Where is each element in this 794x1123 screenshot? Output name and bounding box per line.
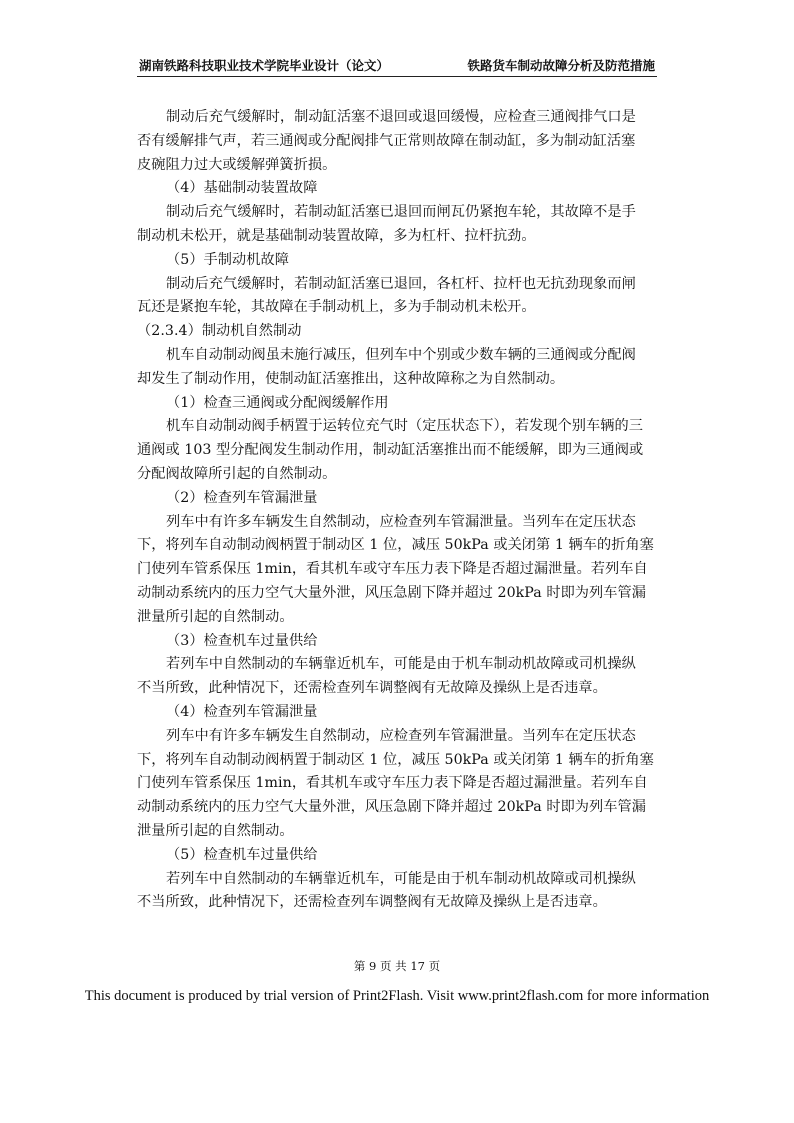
- paragraph-line: 皮碗阻力过大或缓解弹簧折损。: [137, 156, 337, 173]
- paragraph-line: 否有缓解排气声，若三通阀或分配阀排气正常则故障在制动缸，多为制动缸活塞: [137, 132, 636, 149]
- subsection-heading: （1）检查三通阀或分配阀缓解作用: [166, 394, 389, 411]
- paragraph-line: 制动后充气缓解时，若制动缸活塞已退回，各杠杆、拉杆也无抗劲现象而闸: [166, 275, 636, 292]
- trial-watermark-notice: This document is produced by trial version of Print2Flash. Visit www.print2flash.com for more information: [84, 988, 710, 1004]
- page-header: [137, 56, 657, 77]
- subsection-heading: （5）检查机车过量供给: [166, 846, 318, 863]
- paragraph-line: 通阀或 103 型分配阀发生制动作用，制动缸活塞推出而不能缓解，即为三通阀或: [137, 442, 644, 459]
- subsection-heading: （5）手制动机故障: [166, 251, 289, 268]
- body-text: [137, 106, 658, 915]
- paragraph-line: 不当所致，此种情况下，还需检查列车调整阀有无故障及操纵上是否违章。: [137, 680, 607, 697]
- paragraph-line: 制动机未松开，就是基础制动装置故障，多为杠杆、拉杆抗劲。: [137, 227, 536, 244]
- paragraph-line: 机车自动制动阀虽未施行减压，但列车中个别或少数车辆的三通阀或分配阀: [166, 346, 636, 363]
- paragraph-line: 下，将列车自动制动阀柄置于制动区 1 位，减压 50kPa 或关闭第 1 辆车的折角塞: [137, 751, 654, 768]
- paragraph-line: 门使列车管系保压 1min，看其机车或守车压力表下降是否超过漏泄量。若列车自: [137, 775, 648, 792]
- paragraph-line: 动制动系统内的压力空气大量外泄，风压急剧下降并超过 20kPa 时即为列车管漏: [137, 799, 646, 816]
- paragraph-line: 不当所致，此种情况下，还需检查列车调整阀有无故障及操纵上是否违章。: [137, 894, 607, 911]
- page-number: 第 9 页 共 17 页: [353, 959, 441, 973]
- subsection-heading: （2）检查列车管漏泄量: [166, 489, 318, 506]
- paragraph-line: 动制动系统内的压力空气大量外泄，风压急剧下降并超过 20kPa 时即为列车管漏: [137, 584, 646, 601]
- paragraph-line: 泄量所引起的自然制动。: [137, 822, 294, 839]
- paragraph-line: 却发生了制动作用，使制动缸活塞推出，这种故障称之为自然制动。: [137, 370, 565, 387]
- paragraph-line: 制动后充气缓解时，若制动缸活塞已退回而闸瓦仍紧抱车轮，其故障不是手: [166, 204, 636, 221]
- section-heading: （2.3.4）制动机自然制动: [137, 323, 302, 340]
- paragraph-line: 泄量所引起的自然制动。: [137, 608, 294, 625]
- paragraph-line: 列车中有许多车辆发生自然制动，应检查列车管漏泄量。当列车在定压状态: [166, 513, 636, 530]
- paragraph-line: 若列车中自然制动的车辆靠近机车，可能是由于机车制动机故障或司机操纵: [166, 656, 636, 673]
- paragraph-line: 机车自动制动阀手柄置于运转位充气时（定压状态下），若发现个别车辆的三: [166, 418, 643, 435]
- subsection-heading: （4）检查列车管漏泄量: [166, 703, 318, 720]
- paragraph-line: 若列车中自然制动的车辆靠近机车，可能是由于机车制动机故障或司机操纵: [166, 870, 636, 887]
- paragraph-line: 瓦还是紧抱车轮，其故障在手制动机上，多为手制动机未松开。: [137, 299, 536, 316]
- subsection-heading: （3）检查机车过量供给: [166, 632, 318, 649]
- header-chapter-title: 铁路货车制动故障分析及防范措施: [467, 58, 655, 73]
- paragraph-line: 分配阀故障所引起的自然制动。: [137, 465, 337, 482]
- paragraph-line: 制动后充气缓解时，制动缸活塞不退回或退回缓慢，应检查三通阀排气口是: [166, 109, 636, 125]
- paragraph-line: 下，将列车自动制动阀柄置于制动区 1 位，减压 50kPa 或关闭第 1 辆车的折角塞: [137, 537, 654, 554]
- subsection-heading: （4）基础制动装置故障: [166, 180, 318, 197]
- paragraph-line: 门使列车管系保压 1min，看其机车或守车压力表下降是否超过漏泄量。若列车自: [137, 561, 648, 578]
- header-thesis-title: 湖南铁路科技职业技术学院毕业设计（论文）: [139, 58, 390, 73]
- paragraph-line: 列车中有许多车辆发生自然制动，应检查列车管漏泄量。当列车在定压状态: [166, 727, 636, 744]
